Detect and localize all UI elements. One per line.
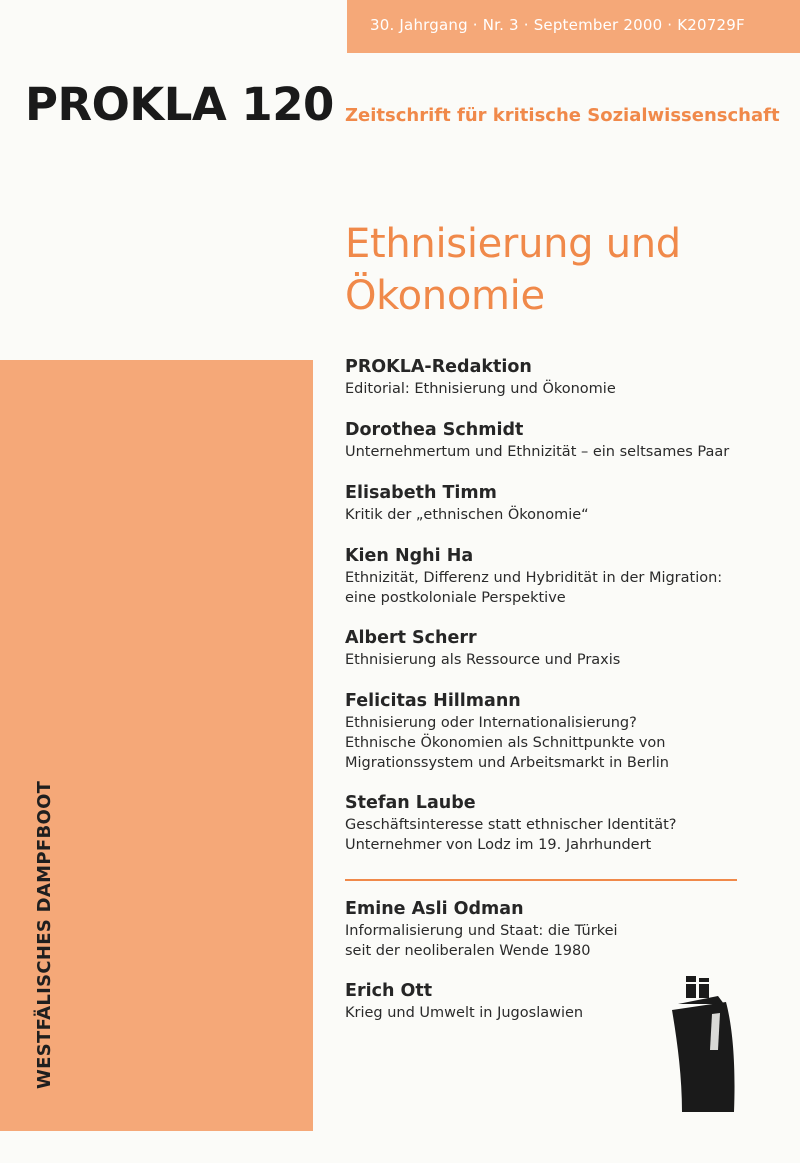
toc-article-line: Migrationssystem und Arbeitsmarkt in Berlin: [345, 755, 669, 771]
journal-subtitle: Zeitschrift für kritische Sozialwissenschaft: [345, 105, 780, 126]
toc-entry: [345, 897, 765, 979]
toc-entry: [345, 355, 765, 418]
steamboat-icon: [668, 970, 748, 1115]
toc-article-line: Informalisierung und Staat: die Türkei: [345, 923, 618, 939]
toc-author: Felicitas Hillmann: [345, 691, 521, 711]
toc-article-line: eine postkoloniale Perspektive: [345, 590, 566, 606]
issue-title-line-1: Ethnisierung und: [345, 221, 681, 267]
toc-entry: [345, 418, 765, 481]
toc-article-line: Ethnisierung oder Internationalisierung?: [345, 715, 637, 731]
toc-entry: [345, 791, 765, 873]
issue-title: [345, 218, 765, 322]
toc-author: Elisabeth Timm: [345, 483, 497, 503]
toc-article-line: Editorial: Ethnisierung und Ökonomie: [345, 381, 616, 397]
toc-author: Albert Scherr: [345, 628, 477, 648]
toc-entry: [345, 544, 765, 626]
toc-article-line: Geschäftsinteresse statt ethnischer Identität?: [345, 817, 677, 833]
toc-author: Kien Nghi Ha: [345, 546, 474, 566]
toc-article-line: Krieg und Umwelt in Jugoslawien: [345, 1005, 584, 1021]
toc-author: Emine Asli Odman: [345, 899, 524, 919]
toc-author: Erich Ott: [345, 981, 433, 1001]
toc-entry: [345, 626, 765, 689]
issue-title-line-2: Ökonomie: [345, 273, 545, 319]
toc-article-line: Unternehmer von Lodz im 19. Jahrhundert: [345, 837, 652, 853]
journal-brand: PROKLA 120: [25, 78, 334, 131]
toc-entry: [345, 481, 765, 544]
publisher-name: WESTFÄLISCHES DAMPFBOOT: [34, 780, 55, 1089]
toc-author: Dorothea Schmidt: [345, 420, 524, 440]
table-of-contents: [345, 355, 765, 873]
toc-article-line: Kritik der „ethnischen Ökonomie“: [345, 507, 589, 523]
issue-info: 30. Jahrgang · Nr. 3 · September 2000 · K20729F: [370, 16, 745, 34]
toc-article-line: Ethnizität, Differenz und Hybridität in der Migration:: [345, 570, 723, 586]
toc-author: PROKLA-Redaktion: [345, 357, 532, 377]
toc-article-line: Ethnisierung als Ressource und Praxis: [345, 652, 621, 668]
section-divider: [345, 879, 737, 881]
toc-article-line: Ethnische Ökonomien als Schnittpunkte von: [345, 735, 666, 751]
toc-author: Stefan Laube: [345, 793, 476, 813]
toc-article-line: seit der neoliberalen Wende 1980: [345, 943, 591, 959]
toc-article-line: Unternehmertum und Ethnizität – ein seltsames Paar: [345, 444, 730, 460]
toc-entry: [345, 689, 765, 791]
